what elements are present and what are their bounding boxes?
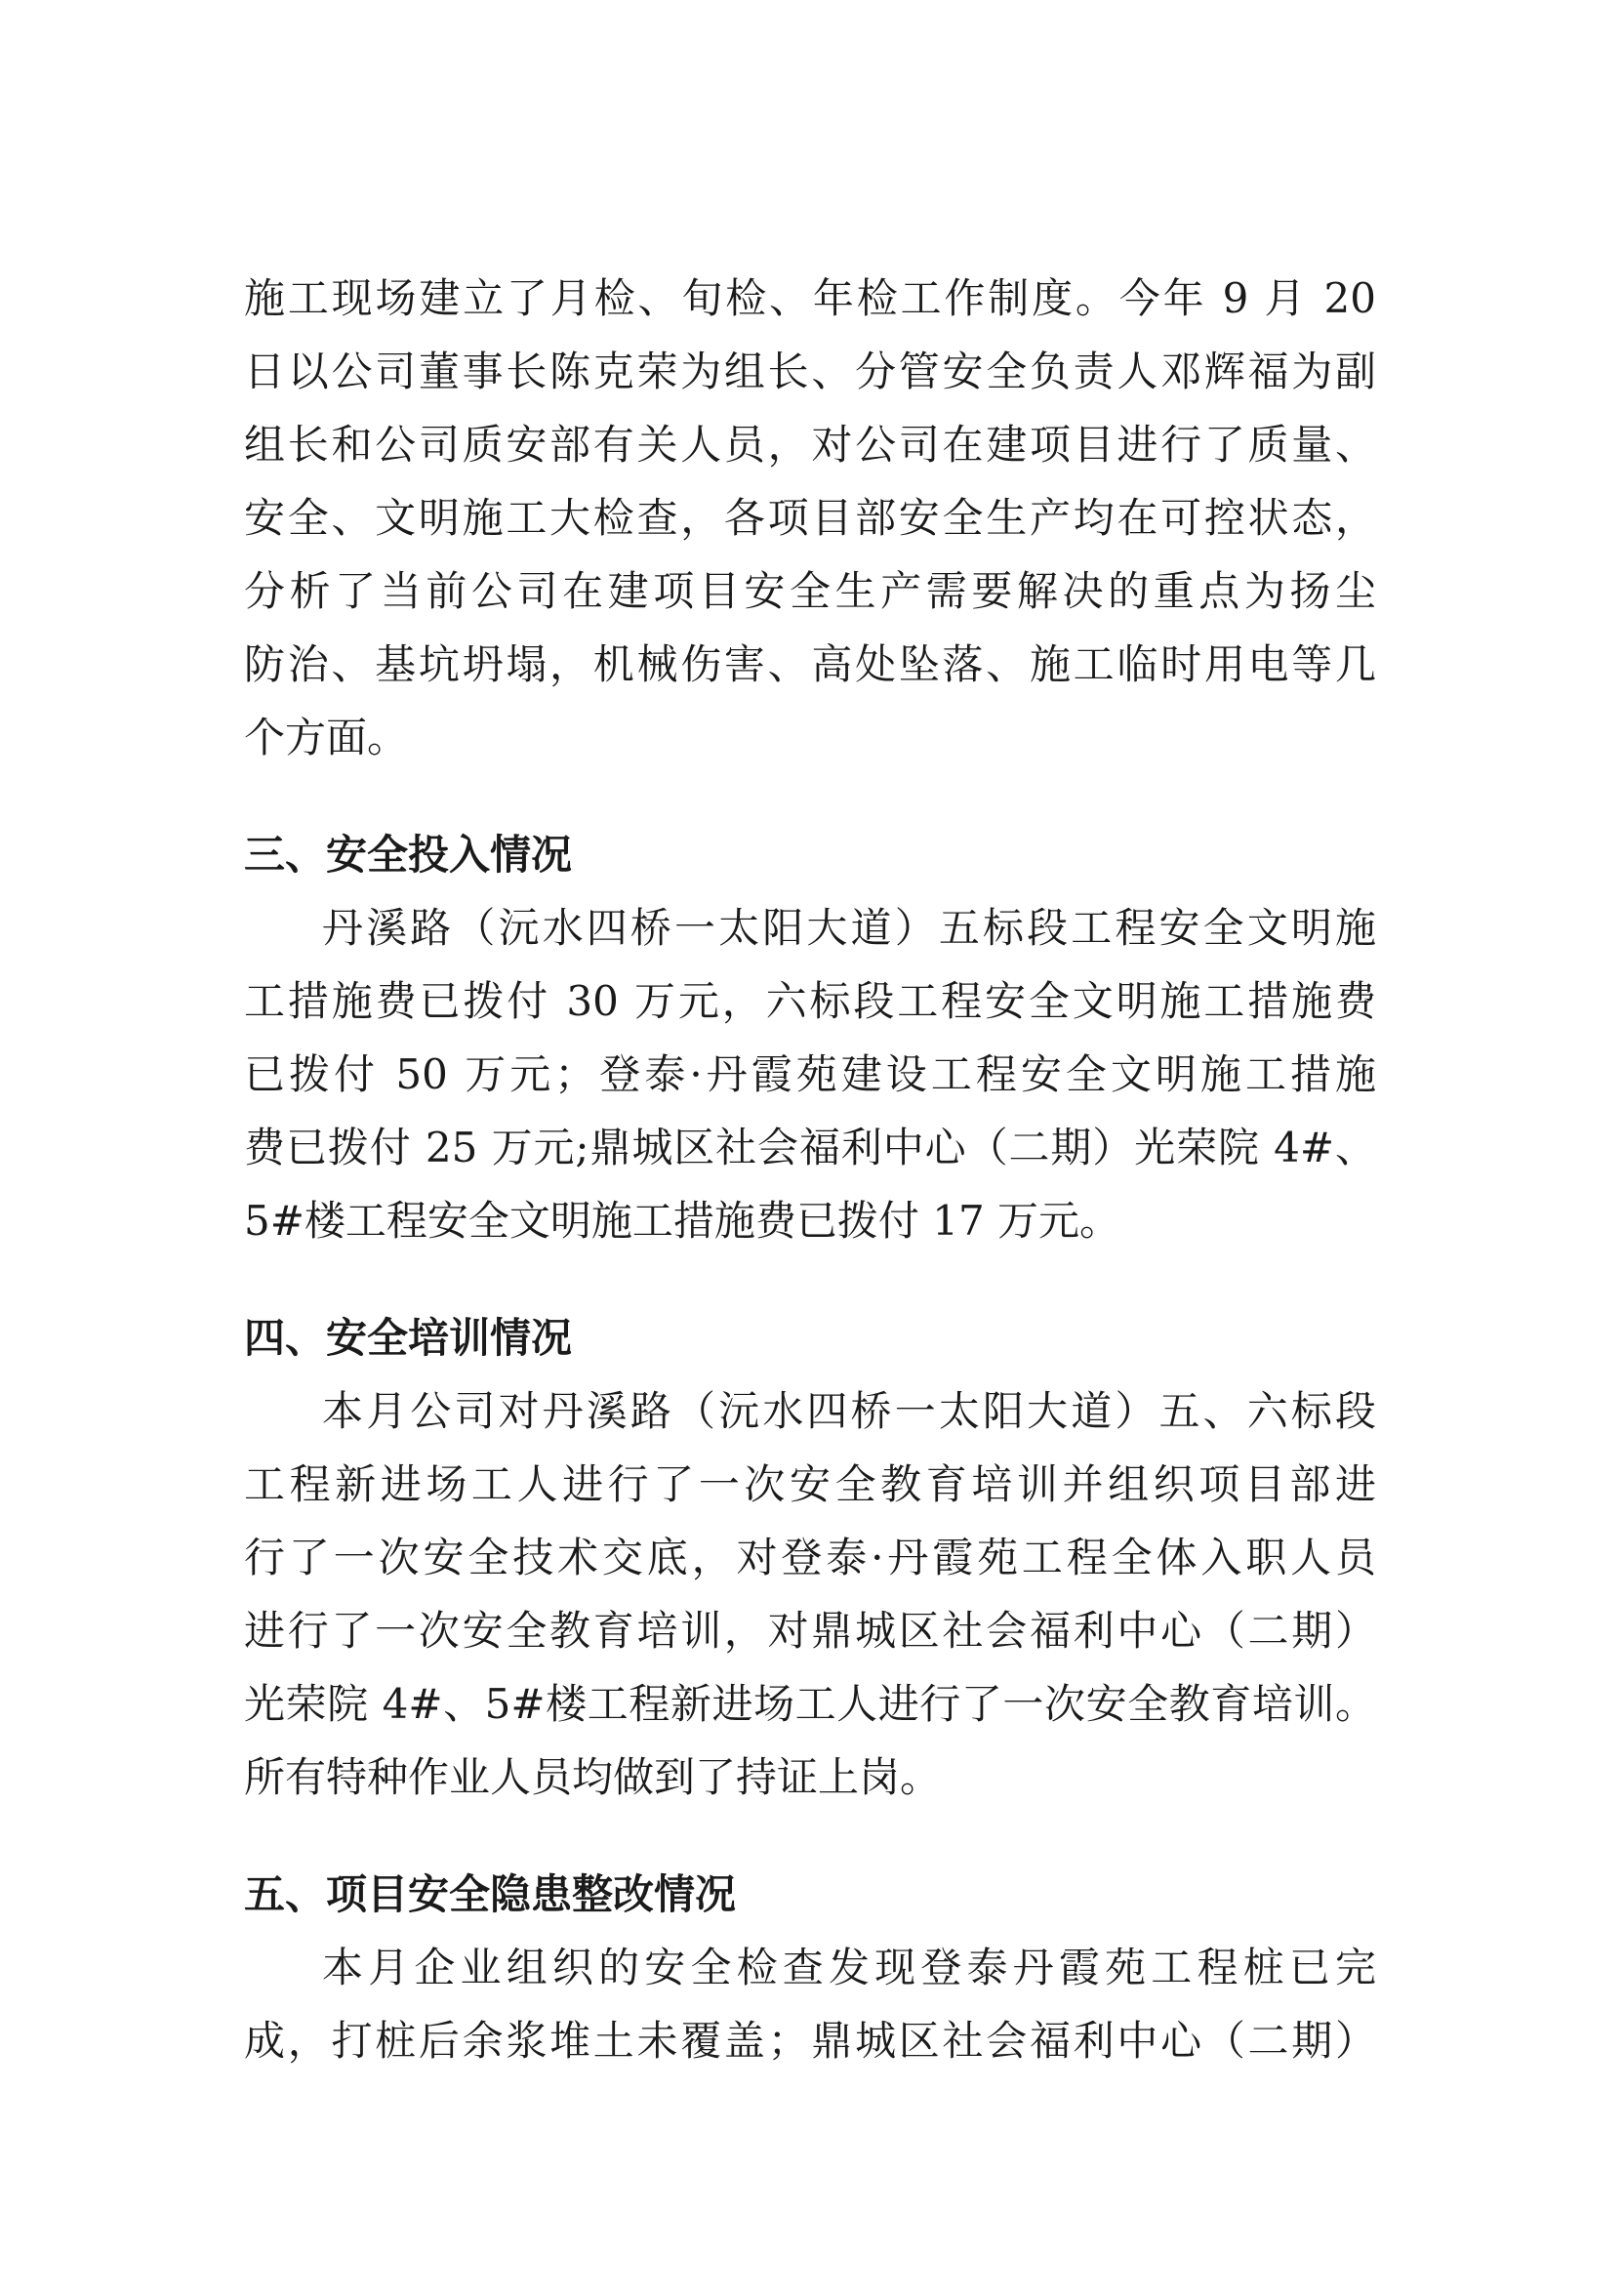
paragraph-line: 进行了一次安全教育培训，对鼎城区社会福利中心（二期） [244, 1607, 1376, 1655]
paragraph-line: 费已拨付 25 万元;鼎城区社会福利中心（二期）光荣院 4#、 [244, 1124, 1376, 1171]
paragraph-line: 工措施费已拨付 30 万元，六标段工程安全文明施工措施费 [244, 977, 1376, 1025]
paragraph-line: 组长和公司质安部有关人员，对公司在建项目进行了质量、 [244, 421, 1376, 469]
paragraph-line: 行了一次安全技术交底，对登泰·丹霞苑工程全体入职人员 [244, 1534, 1376, 1581]
section-heading-4: 四、安全培训情况 [244, 1314, 573, 1362]
section-heading-5: 五、项目安全隐患整改情况 [244, 1870, 737, 1918]
paragraph-line: 分析了当前公司在建项目安全生产需要解决的重点为扬尘 [244, 567, 1376, 615]
paragraph-line: 安全、文明施工大检查，各项目部安全生产均在可控状态， [244, 494, 1376, 542]
paragraph-line: 已拨付 50 万元；登泰·丹霞苑建设工程安全文明施工措施 [244, 1050, 1376, 1098]
paragraph-line: 5#楼工程安全文明施工措施费已拨付 17 万元。 [244, 1197, 1121, 1245]
paragraph-line: 本月公司对丹溪路（沅水四桥一太阳大道）五、六标段 [322, 1387, 1376, 1435]
paragraph-line: 丹溪路（沅水四桥一太阳大道）五标段工程安全文明施 [322, 904, 1376, 952]
paragraph-line: 日以公司董事长陈克荣为组长、分管安全负责人邓辉福为副 [244, 348, 1376, 395]
paragraph-line: 所有特种作业人员均做到了持证上岗。 [244, 1753, 942, 1801]
section-heading-3: 三、安全投入情况 [244, 831, 573, 879]
paragraph-line: 成，打桩后余浆堆土未覆盖；鼎城区社会福利中心（二期） [244, 2017, 1376, 2065]
paragraph-line: 个方面。 [244, 714, 409, 761]
paragraph-line: 光荣院 4#、5#楼工程新进场工人进行了一次安全教育培训。 [244, 1680, 1376, 1728]
paragraph-line: 工程新进场工人进行了一次安全教育培训并组织项目部进 [244, 1460, 1376, 1508]
paragraph-line: 施工现场建立了月检、旬检、年检工作制度。今年 9 月 20 [244, 274, 1376, 322]
paragraph-line: 本月企业组织的安全检查发现登泰丹霞苑工程桩已完 [322, 1944, 1376, 1991]
paragraph-line: 防治、基坑坍塌，机械伤害、高处坠落、施工临时用电等几 [244, 640, 1376, 688]
